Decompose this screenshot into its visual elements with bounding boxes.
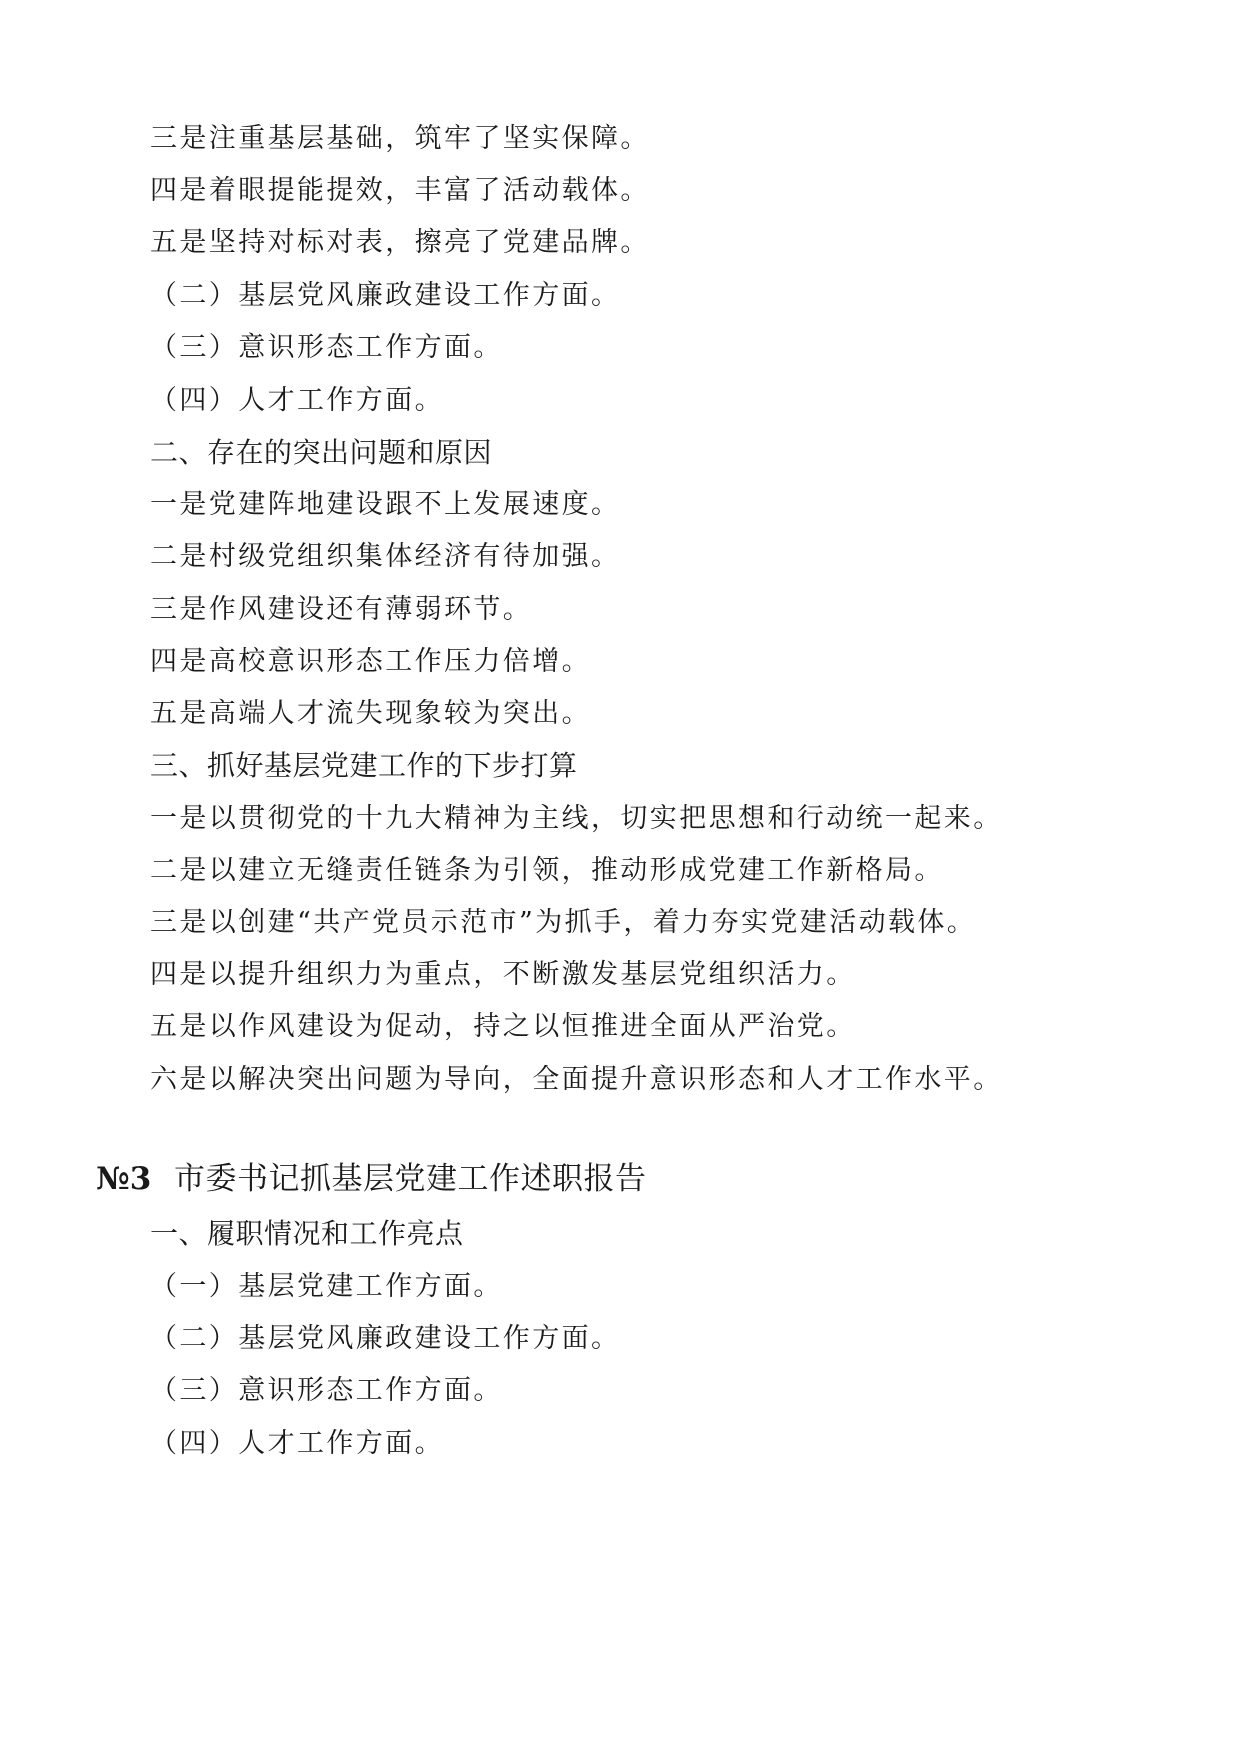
paragraph: 五是坚持对标对表，擦亮了党建品牌。 xyxy=(150,227,650,258)
paragraph: （四）人才工作方面。 xyxy=(150,385,444,416)
paragraph: （四）人才工作方面。 xyxy=(150,1428,444,1459)
paragraph: 三是以创建“共产党员示范市”为抓手，着力夯实党建活动载体。 xyxy=(150,907,977,938)
section-heading: 三、抓好基层党建工作的下步打算 xyxy=(150,749,578,782)
section-heading: 一、履职情况和工作亮点 xyxy=(150,1217,464,1250)
paragraph: 四是以提升组织力为重点，不断激发基层党组织活力。 xyxy=(150,959,856,990)
section-title xyxy=(96,1161,647,1197)
paragraph: 四是高校意识形态工作压力倍增。 xyxy=(150,646,591,677)
paragraph: 二是村级党组织集体经济有待加强。 xyxy=(150,541,621,572)
paragraph: （三）意识形态工作方面。 xyxy=(150,1375,503,1406)
section-number: №3 xyxy=(96,1161,152,1197)
paragraph: （三）意识形态工作方面。 xyxy=(150,332,503,363)
paragraph: （一）基层党建工作方面。 xyxy=(150,1271,503,1302)
paragraph: 二是以建立无缝责任链条为引领，推动形成党建工作新格局。 xyxy=(150,855,944,886)
paragraph: 五是以作风建设为促动，持之以恒推进全面从严治党。 xyxy=(150,1011,856,1042)
paragraph: 三是作风建设还有薄弱环节。 xyxy=(150,594,533,625)
paragraph: 一是党建阵地建设跟不上发展速度。 xyxy=(150,489,621,520)
paragraph: 三是注重基层基础，筑牢了坚实保障。 xyxy=(150,123,650,154)
section-heading: 二、存在的突出问题和原因 xyxy=(150,436,493,469)
paragraph: 五是高端人才流失现象较为突出。 xyxy=(150,698,591,729)
paragraph: 四是着眼提能提效，丰富了活动载体。 xyxy=(150,175,650,206)
paragraph: 六是以解决突出问题为导向，全面提升意识形态和人才工作水平。 xyxy=(150,1064,1003,1095)
paragraph: （二）基层党风廉政建设工作方面。 xyxy=(150,280,621,311)
section-title-text: 市委书记抓基层党建工作述职报告 xyxy=(174,1161,647,1197)
paragraph: （二）基层党风廉政建设工作方面。 xyxy=(150,1323,621,1354)
paragraph: 一是以贯彻党的十九大精神为主线，切实把思想和行动统一起来。 xyxy=(150,803,1003,834)
